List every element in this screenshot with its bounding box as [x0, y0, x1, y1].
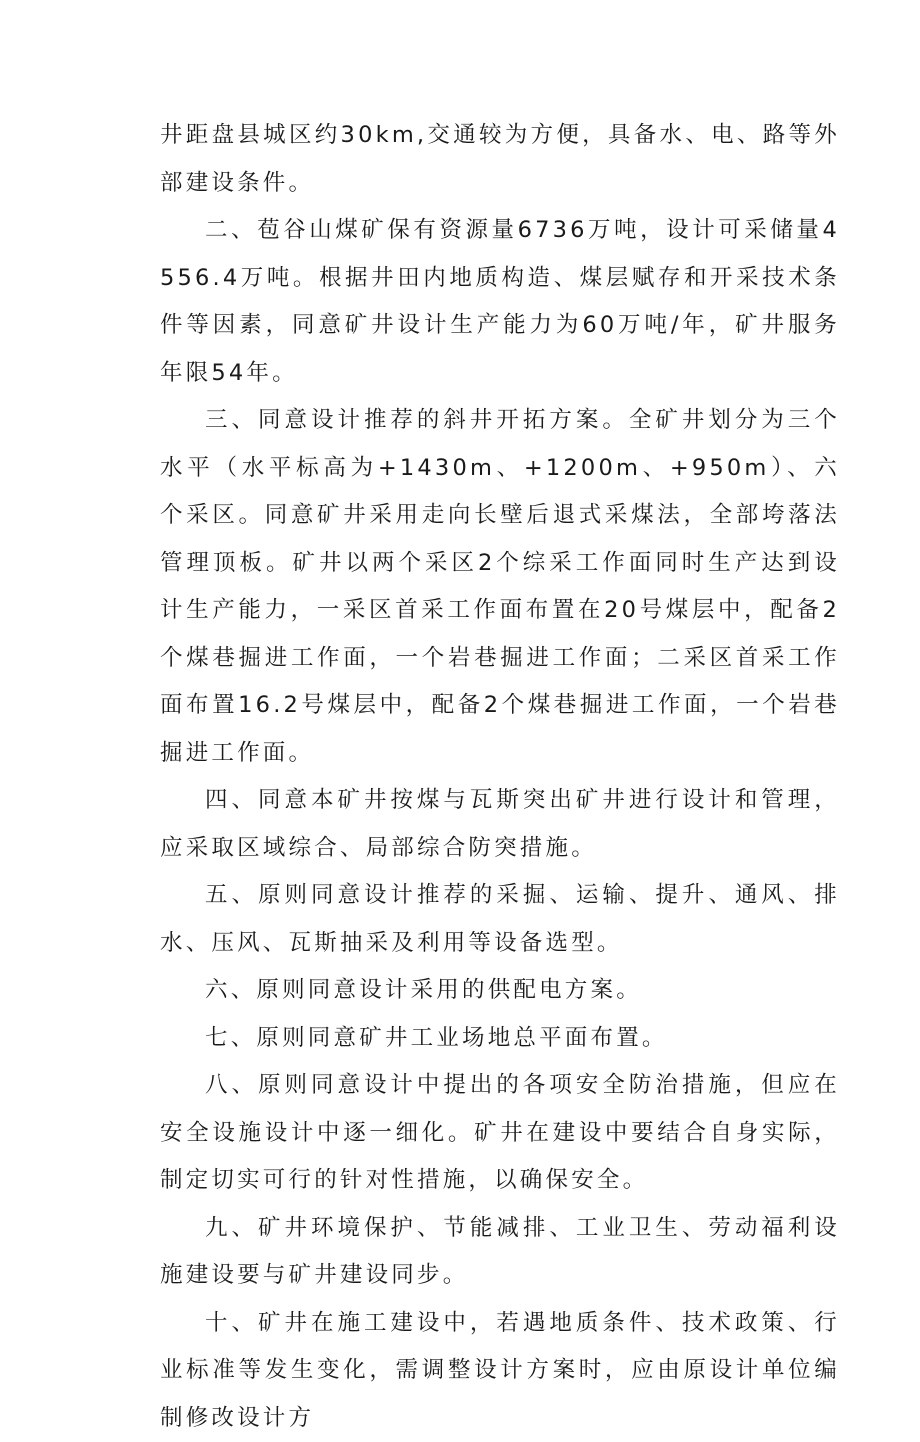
paragraph-location-continuation: 井距盘县城区约30km,交通较为方便，具备水、电、路等外部建设条件。: [160, 112, 840, 207]
paragraph-item-8-safety-measures: 八、原则同意设计中提出的各项安全防治措施，但应在安全设施设计中逐一细化。矿井在建设中要结合自身实际，制定切实可行的针对性措施，以确保安全。: [160, 1062, 840, 1205]
paragraph-item-5-equipment-selection: 五、原则同意设计推荐的采掘、运输、提升、通风、排水、压风、瓦斯抽采及利用等设备选型。: [160, 872, 840, 967]
paragraph-item-7-site-layout: 七、原则同意矿井工业场地总平面布置。: [160, 1015, 840, 1063]
document-body: [160, 112, 840, 1442]
paragraph-item-4-outburst-management: 四、同意本矿井按煤与瓦斯突出矿井进行设计和管理，应采取区域综合、局部综合防突措施。: [160, 777, 840, 872]
paragraph-item-6-power-supply: 六、原则同意设计采用的供配电方案。: [160, 967, 840, 1015]
paragraph-item-3-development-plan: 三、同意设计推荐的斜井开拓方案。全矿井划分为三个水平（水平标高为+1430m、+1200m、+950m）、六个采区。同意矿井采用走向长壁后退式采煤法，全部垮落法管理顶板。矿井以两个采区2个综采工作面同时生产达到设计生产能力，一采区首采工作面布置在20号煤层中，配备2个煤巷掘进工作面，一个岩巷掘进工作面；二采区首采工作面布置16.2号煤层中，配备2个煤巷掘进工作面，一个岩巷掘进工作面。: [160, 397, 840, 777]
paragraph-item-10-design-changes: 十、矿井在施工建设中，若遇地质条件、技术政策、行业标准等发生变化，需调整设计方案时，应由原设计单位编制修改设计方: [160, 1300, 840, 1442]
paragraph-item-9-environment: 九、矿井环境保护、节能减排、工业卫生、劳动福利设施建设要与矿井建设同步。: [160, 1205, 840, 1300]
paragraph-item-2-resources: 二、苞谷山煤矿保有资源量6736万吨，设计可采储量4556.4万吨。根据井田内地质构造、煤层赋存和开采技术条件等因素，同意矿井设计生产能力为60万吨/年，矿井服务年限54年。: [160, 207, 840, 397]
